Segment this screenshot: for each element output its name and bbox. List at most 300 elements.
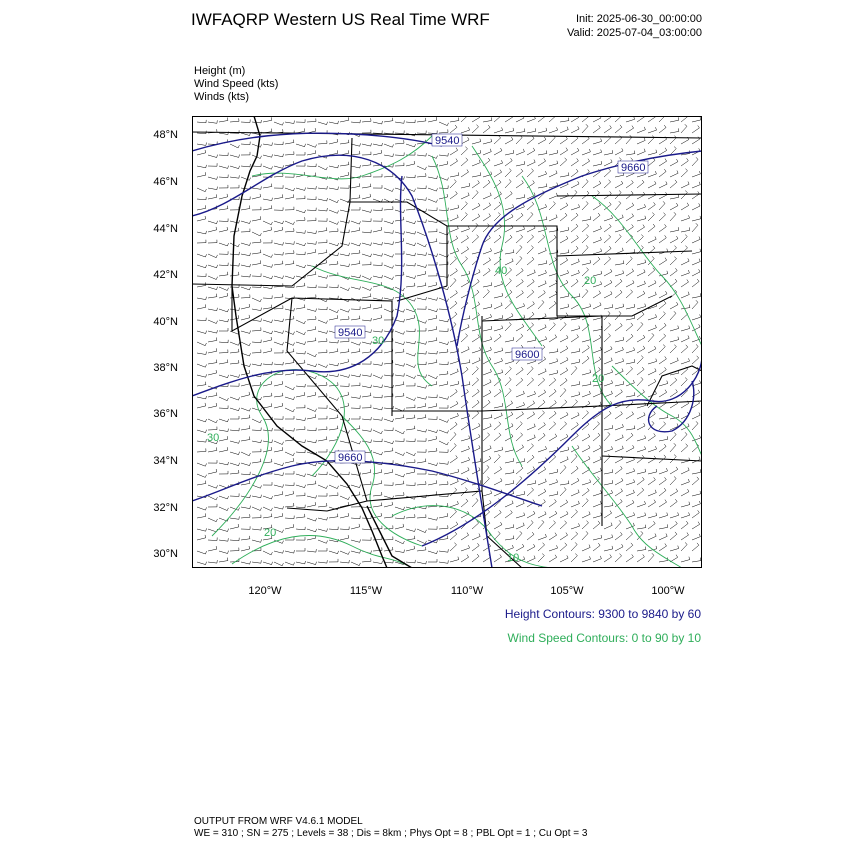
wind-barb — [395, 251, 404, 254]
wind-barb — [307, 264, 316, 267]
wind-barb — [560, 521, 567, 529]
wind-barb — [219, 507, 228, 511]
wind-barb — [340, 551, 350, 554]
wind-barb — [692, 249, 701, 254]
wind-barb — [208, 370, 217, 375]
height-label: 9600 — [515, 349, 540, 361]
wind-barb — [428, 436, 437, 441]
wind-barb — [692, 279, 699, 287]
wind-barb — [670, 512, 679, 518]
wind-barb — [692, 157, 698, 166]
wind-barb — [670, 171, 678, 178]
wind-barb — [241, 506, 250, 509]
wind-barb — [263, 143, 272, 146]
wind-barb — [219, 429, 228, 432]
wind-barb — [648, 213, 654, 222]
wind-barb — [384, 514, 393, 518]
wind-barb — [659, 224, 666, 232]
wind-barb — [692, 269, 700, 276]
wind-barb — [461, 170, 469, 178]
wind-barb — [384, 118, 393, 122]
wind-barb — [307, 128, 316, 133]
wind-barb — [285, 194, 294, 199]
wind-barb — [252, 459, 261, 463]
speed-contour-labels — [207, 265, 604, 564]
wind-barb — [604, 511, 612, 518]
wind-barb — [318, 485, 328, 489]
wind-barb — [395, 238, 404, 243]
wind-barb — [615, 466, 622, 474]
wind-barb — [417, 186, 426, 189]
wind-barb — [373, 242, 382, 245]
wind-barb — [384, 173, 393, 177]
wind-barb — [395, 438, 404, 441]
wind-barb — [582, 391, 590, 397]
wind-barb — [582, 480, 591, 486]
wind-barb — [582, 499, 588, 508]
wind-barb — [483, 379, 491, 386]
wind-barb — [208, 496, 217, 500]
wind-barb — [582, 556, 591, 562]
wind-barb — [549, 150, 558, 155]
wind-barb — [637, 477, 644, 485]
wind-barb — [659, 390, 667, 397]
wind-barb — [483, 248, 492, 254]
wind-barb — [604, 169, 611, 177]
wind-barb — [626, 334, 633, 342]
wind-barb — [219, 227, 228, 232]
wind-barb — [274, 441, 284, 445]
wind-barb — [626, 367, 633, 375]
wind-barb — [604, 480, 613, 485]
wind-barb — [296, 450, 305, 453]
wind-barb — [560, 213, 567, 221]
wind-barb — [516, 391, 524, 397]
wind-barb — [615, 271, 624, 277]
wind-barb — [329, 315, 338, 320]
wind-barb — [274, 294, 283, 298]
wind-barb — [219, 558, 228, 562]
wind-barb — [208, 308, 217, 311]
wind-barb — [461, 347, 469, 354]
wind-barb — [417, 459, 426, 463]
wind-barb — [494, 403, 503, 408]
wind-barb — [307, 353, 316, 357]
wind-barb — [461, 436, 470, 441]
wind-barb — [626, 151, 635, 155]
wind-barb — [296, 537, 305, 540]
wind-barb — [307, 119, 316, 123]
wind-barb — [362, 361, 371, 364]
wind-barb — [560, 236, 568, 243]
wind-barb — [406, 514, 415, 518]
wind-barb — [560, 412, 568, 419]
wind-barb — [219, 166, 229, 169]
wind-barb — [571, 359, 580, 364]
wind-barb — [439, 525, 448, 529]
wind-barb — [461, 147, 468, 155]
wind-barb — [461, 467, 469, 474]
wind-barb — [450, 159, 458, 166]
wind-barb — [307, 197, 316, 200]
wind-barb — [626, 412, 634, 419]
lon-label-100: 100°W — [651, 585, 685, 597]
wind-barb — [197, 535, 206, 540]
wind-barb — [241, 304, 250, 309]
wind-barb — [648, 237, 656, 244]
wind-barb — [197, 274, 206, 277]
wind-barb — [637, 322, 643, 331]
wind-barb — [428, 551, 438, 554]
wind-barb — [263, 331, 273, 334]
wind-barb — [285, 250, 294, 254]
wind-barb — [219, 419, 229, 422]
wind-barb — [670, 378, 677, 386]
wind-barb — [670, 326, 679, 331]
wind-barb — [593, 237, 601, 243]
wind-barb — [582, 381, 591, 386]
lon-label-115: 115°W — [349, 585, 383, 597]
wind-barb — [538, 248, 546, 254]
wind-barb — [571, 501, 579, 507]
wind-barb — [692, 413, 700, 420]
wind-barb — [241, 426, 250, 431]
wind-barb — [406, 426, 415, 430]
wind-barb — [505, 204, 514, 210]
wind-barb — [494, 127, 503, 133]
wind-barb — [351, 250, 360, 254]
wind-barb — [406, 231, 416, 234]
wind-barb — [681, 124, 687, 133]
wind-barb — [549, 335, 557, 342]
wind-barb — [417, 283, 426, 287]
height-label: 9660 — [621, 162, 646, 174]
wind-barb — [417, 481, 426, 485]
wind-barb — [472, 554, 479, 562]
wind-barb — [571, 392, 580, 397]
wind-barb — [626, 468, 635, 474]
wind-barb — [197, 513, 206, 518]
wind-barb — [230, 243, 239, 247]
wind-barb — [637, 269, 645, 276]
wind-barb — [395, 331, 405, 334]
wind-barb — [626, 554, 633, 562]
wind-barb — [406, 536, 415, 540]
wind-barb — [252, 560, 261, 563]
wind-barb — [362, 469, 371, 474]
wind-barb — [285, 221, 295, 225]
wind-barb — [571, 381, 580, 386]
wind-barb — [450, 257, 457, 265]
lat-label-48: 48°N — [153, 129, 178, 141]
wind-barb — [670, 555, 678, 562]
wind-barb — [219, 219, 228, 222]
wind-barb — [560, 127, 568, 133]
wind-barb — [626, 433, 633, 441]
wind-barb — [626, 512, 635, 518]
wind-barb — [296, 119, 305, 122]
wind-barb — [208, 330, 218, 333]
wind-barb — [329, 296, 338, 299]
wind-barb — [219, 194, 228, 199]
wind-barb — [406, 206, 415, 210]
wind-barb — [571, 335, 579, 343]
wind-barb — [230, 493, 239, 496]
wind-barb — [241, 120, 250, 123]
wind-barb — [681, 270, 689, 276]
wind-barb — [494, 281, 503, 287]
wind-barb — [241, 342, 250, 346]
wind-barb — [615, 235, 621, 244]
wind-barb — [549, 349, 558, 353]
wind-barb — [648, 368, 656, 375]
wind-barb — [197, 172, 206, 177]
wind-barb — [516, 245, 522, 254]
wind-barb — [450, 488, 457, 496]
wind-barb — [417, 385, 427, 388]
wind-barb — [296, 196, 305, 199]
wind-barb — [659, 436, 668, 441]
wind-barb — [384, 276, 394, 280]
wind-barb — [428, 273, 437, 276]
wind-barb — [230, 428, 239, 431]
wind-barb — [230, 452, 240, 455]
wind-barb — [692, 126, 699, 134]
wind-barb — [560, 400, 567, 408]
wind-barb — [296, 217, 305, 221]
wind-barb — [296, 505, 305, 508]
wind-barb — [406, 243, 416, 246]
wind-barb — [274, 122, 284, 125]
wind-barb — [538, 390, 546, 397]
wind-barb — [285, 458, 294, 463]
height-label: 9660 — [338, 452, 363, 464]
wind-barb — [219, 287, 229, 291]
wind-barb — [670, 227, 679, 232]
wind-barb — [197, 265, 207, 268]
wind-barb — [285, 308, 294, 311]
wind-barb — [219, 185, 228, 188]
wind-barb — [285, 483, 294, 486]
wind-barb — [274, 185, 283, 188]
wind-barb — [197, 551, 207, 554]
wind-barb — [648, 192, 656, 199]
wind-barb — [428, 338, 437, 343]
wind-barb — [307, 164, 316, 167]
wind-barb — [494, 447, 503, 452]
wind-barb — [384, 206, 393, 210]
wind-barb — [208, 287, 218, 290]
wind-barb — [252, 239, 261, 243]
wind-barb — [560, 555, 568, 562]
wind-barb — [692, 216, 701, 221]
wind-barb — [648, 346, 656, 353]
wind-barb — [219, 293, 228, 298]
wind-barb — [505, 501, 513, 507]
wind-barb — [208, 276, 218, 280]
wind-barb — [219, 529, 229, 532]
wind-barb — [593, 457, 601, 463]
wind-barb — [362, 417, 371, 420]
wind-barb — [384, 297, 393, 300]
wind-barb — [318, 529, 328, 532]
wind-barb — [670, 476, 676, 485]
wind-barb — [428, 351, 437, 354]
wind-barb — [450, 148, 458, 155]
wind-barb — [318, 405, 327, 408]
wind-barb — [417, 471, 426, 474]
wind-barb — [549, 434, 557, 441]
plot-border — [193, 117, 702, 568]
wind-barb — [549, 127, 558, 133]
wind-barb — [505, 191, 512, 199]
wind-barb — [417, 403, 426, 408]
wind-barb — [219, 153, 228, 156]
wind-barb — [472, 214, 480, 221]
wind-barb — [516, 235, 523, 243]
wind-barb — [351, 286, 361, 289]
wind-barb — [604, 150, 613, 155]
wind-barb — [406, 120, 415, 123]
wind-barb — [472, 378, 479, 386]
wind-barb — [450, 432, 456, 441]
wind-barb — [681, 521, 688, 529]
wind-barb — [472, 423, 480, 430]
wind-barb — [494, 315, 503, 320]
wind-barb — [439, 481, 448, 485]
wind-barb — [329, 243, 339, 246]
wind-barb — [252, 495, 261, 498]
model-output-line: OUTPUT FROM WRF V4.6.1 MODEL — [194, 816, 363, 827]
wind-barb — [670, 443, 676, 452]
wind-barb — [439, 396, 449, 399]
wind-barb — [362, 393, 371, 397]
wind-barb — [340, 243, 350, 246]
wind-barb — [197, 562, 207, 565]
wind-barb — [296, 230, 305, 233]
wind-barb — [659, 192, 667, 199]
wind-barb — [648, 333, 654, 342]
wind-barb — [373, 305, 382, 310]
wind-barb — [252, 207, 261, 210]
wind-barb — [450, 301, 457, 309]
wind-barb — [318, 186, 327, 189]
wind-barb — [692, 356, 699, 364]
model-config-line: WE = 310 ; SN = 275 ; Levels = 38 ; Dis = 8km ; Phys Opt = 8 ; PBL Opt = 1 ; Cu Opt = 3 — [194, 828, 588, 839]
wind-barb — [351, 485, 361, 488]
wind-barb — [241, 472, 250, 475]
wind-barb — [560, 203, 568, 210]
height-contours — [192, 133, 702, 568]
wind-barb — [208, 469, 217, 474]
wind-barb — [417, 429, 427, 432]
wind-barb — [252, 419, 261, 423]
wind-barb — [373, 547, 382, 551]
wind-barb — [472, 347, 481, 353]
wind-barb — [637, 216, 646, 221]
wind-barb — [351, 275, 360, 278]
wind-barb — [637, 554, 644, 562]
wind-barb — [406, 452, 415, 456]
wind-barb — [362, 429, 371, 432]
wind-barb — [571, 478, 579, 485]
wind-barb — [197, 507, 207, 510]
wind-barb — [263, 286, 272, 289]
wind-barb — [428, 208, 437, 211]
wind-barb — [527, 556, 535, 562]
wind-barb — [527, 378, 534, 386]
wind-barb — [461, 280, 469, 287]
wind-barb — [373, 503, 382, 507]
wind-barb — [428, 309, 438, 312]
wind-barb — [384, 482, 393, 485]
wind-barb — [351, 151, 360, 155]
wind-barb — [406, 469, 415, 474]
wind-barb — [208, 320, 218, 324]
wind-barb — [351, 207, 360, 210]
wind-barb — [384, 144, 394, 147]
wind-barb — [516, 213, 523, 221]
wind-barb — [428, 117, 437, 122]
wind-barb — [318, 382, 327, 386]
wind-barb — [659, 201, 665, 210]
wind-barb — [582, 235, 588, 243]
lon-label-120: 120°W — [248, 585, 282, 597]
wind-barb — [659, 334, 666, 342]
wind-barb — [538, 433, 545, 441]
speed-label: 40 — [495, 265, 508, 277]
wind-barb — [252, 515, 261, 518]
height-label: 9540 — [435, 135, 460, 147]
wind-barb — [527, 136, 534, 144]
wind-barb — [670, 414, 679, 419]
wind-barb — [307, 285, 316, 288]
wind-barb — [681, 512, 690, 518]
wind-barb — [329, 340, 338, 343]
wind-barb — [274, 381, 283, 386]
wind-barb — [439, 449, 448, 452]
wind-barb — [340, 440, 350, 443]
wind-barb — [219, 118, 228, 123]
chart-title: IWFAQRP Western US Real Time WRF — [191, 10, 490, 29]
wind-barb — [373, 174, 382, 177]
wind-barb — [395, 550, 404, 553]
wind-barb — [384, 131, 393, 134]
wind-barb — [549, 370, 558, 375]
wind-barb — [549, 323, 555, 331]
wind-barb — [241, 295, 250, 299]
wind-barb — [208, 294, 217, 298]
wind-barb — [670, 389, 677, 397]
wind-barb — [439, 194, 448, 199]
wind-barb — [560, 447, 569, 452]
wind-barb — [637, 304, 646, 309]
wind-barb — [527, 424, 535, 430]
wind-barb — [527, 520, 533, 529]
wind-barb — [296, 305, 305, 310]
wind-barb — [494, 455, 500, 464]
wind-barb — [252, 194, 261, 199]
wind-barb — [406, 276, 416, 279]
wind-barb — [516, 279, 523, 287]
wind-barb — [516, 290, 523, 298]
wind-barb — [582, 149, 590, 155]
wind-barb — [527, 160, 535, 167]
wind-barb — [615, 290, 622, 298]
wind-barb — [549, 171, 557, 178]
wind-barb — [351, 195, 360, 199]
wind-barb — [483, 258, 491, 265]
